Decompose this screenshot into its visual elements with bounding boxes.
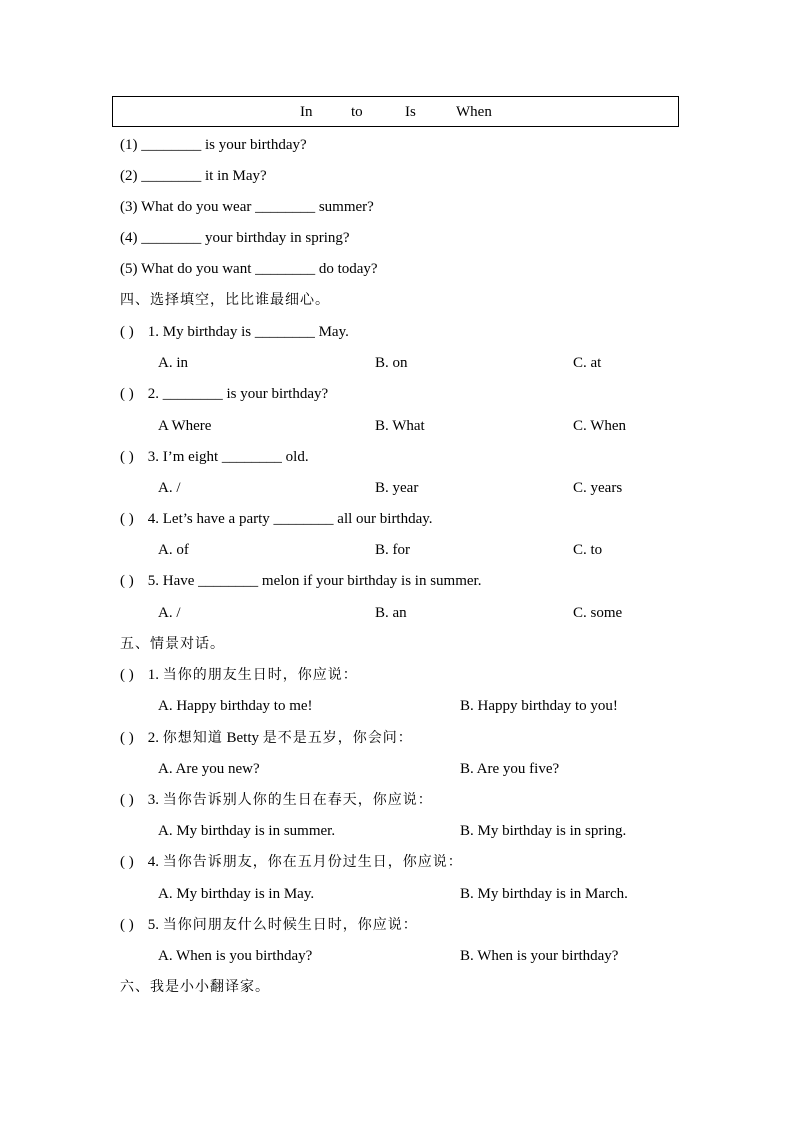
option-a: A. Happy birthday to me! <box>158 698 313 714</box>
fill-in-item: (4) ________ your birthday in spring? <box>120 230 350 246</box>
section-heading: 四、选择填空，比比谁最细心。 <box>120 292 330 308</box>
option-a: A. When is you birthday? <box>158 948 313 964</box>
section-heading: 六、我是小小翻译家。 <box>120 979 270 995</box>
question-text-part: 你想知道 <box>162 730 223 746</box>
option-a: A. Are you new? <box>158 761 260 777</box>
question-row <box>120 447 309 467</box>
question-row <box>120 852 463 872</box>
option-a: A. / <box>158 605 181 621</box>
option-b: B. for <box>375 542 410 558</box>
option-c: C. years <box>573 480 623 496</box>
question-row <box>120 915 418 935</box>
question-row <box>120 384 328 404</box>
option-a: A. My birthday is in summer. <box>158 823 336 839</box>
answer-paren: ( ) <box>120 386 134 402</box>
question-text: 当你告诉别人你的生日在春天，你应说： <box>162 792 433 808</box>
question-number: 1. <box>147 667 159 683</box>
question-text: 当你的朋友生日时，你应说： <box>162 667 358 683</box>
question-text: 当你告诉朋友，你在五月份过生日，你应说： <box>162 854 463 870</box>
option-a: A. / <box>158 480 181 496</box>
option-b: B. Happy birthday to you! <box>460 698 618 714</box>
question-number: 2. <box>147 730 159 746</box>
question-text: 5. Have ________ melon if your birthday is in summer. <box>147 573 482 589</box>
word-bank-item: Is <box>405 104 416 120</box>
option-b: B. My birthday is in March. <box>460 886 628 902</box>
option-b: B. Are you five? <box>460 761 560 777</box>
option-a: A. in <box>158 355 188 371</box>
option-b: B. on <box>375 355 408 371</box>
question-number: 4. <box>147 854 159 870</box>
question-number: 5. <box>147 917 159 933</box>
question-number: 3. <box>147 792 159 808</box>
answer-paren: ( ) <box>120 511 134 527</box>
answer-paren: ( ) <box>120 792 134 808</box>
word-bank-box <box>112 96 679 127</box>
word-bank-item: to <box>351 104 363 120</box>
section-heading: 五、情景对话。 <box>120 636 225 652</box>
answer-paren: ( ) <box>120 324 134 340</box>
question-row <box>120 790 433 810</box>
option-b: B. an <box>375 605 407 621</box>
question-row <box>120 728 413 748</box>
question-text: 当你问朋友什么时候生日时，你应说： <box>162 917 418 933</box>
option-b: B. When is your birthday? <box>460 948 619 964</box>
word-bank-item: In <box>300 104 313 120</box>
question-row <box>120 322 349 342</box>
option-a: A Where <box>158 418 212 434</box>
question-row <box>120 665 358 685</box>
answer-paren: ( ) <box>120 573 134 589</box>
fill-in-item: (3) What do you wear ________ summer? <box>120 199 374 215</box>
answer-paren: ( ) <box>120 667 134 683</box>
option-b: B. What <box>375 418 425 434</box>
answer-paren: ( ) <box>120 449 134 465</box>
option-c: C. at <box>573 355 602 371</box>
question-text-part: 是不是五岁，你会问： <box>262 730 413 746</box>
option-a: A. My birthday is in May. <box>158 886 315 902</box>
answer-paren: ( ) <box>120 917 134 933</box>
word-bank-item: When <box>456 104 492 120</box>
fill-in-item: (2) ________ it in May? <box>120 168 267 184</box>
question-row <box>120 571 481 591</box>
question-row <box>120 509 433 529</box>
option-c: C. When <box>573 418 627 434</box>
question-text: 3. I’m eight ________ old. <box>147 449 309 465</box>
answer-paren: ( ) <box>120 854 134 870</box>
question-text-name: Betty <box>226 730 259 746</box>
option-c: C. to <box>573 542 603 558</box>
option-b: B. year <box>375 480 419 496</box>
option-b: B. My birthday is in spring. <box>460 823 627 839</box>
question-text: 2. ________ is your birthday? <box>147 386 329 402</box>
fill-in-item: (1) ________ is your birthday? <box>120 137 307 153</box>
question-text: 1. My birthday is ________ May. <box>147 324 349 340</box>
answer-paren: ( ) <box>120 730 134 746</box>
option-a: A. of <box>158 542 189 558</box>
question-text: 4. Let’s have a party ________ all our birthday. <box>147 511 433 527</box>
fill-in-item: (5) What do you want ________ do today? <box>120 261 378 277</box>
option-c: C. some <box>573 605 623 621</box>
